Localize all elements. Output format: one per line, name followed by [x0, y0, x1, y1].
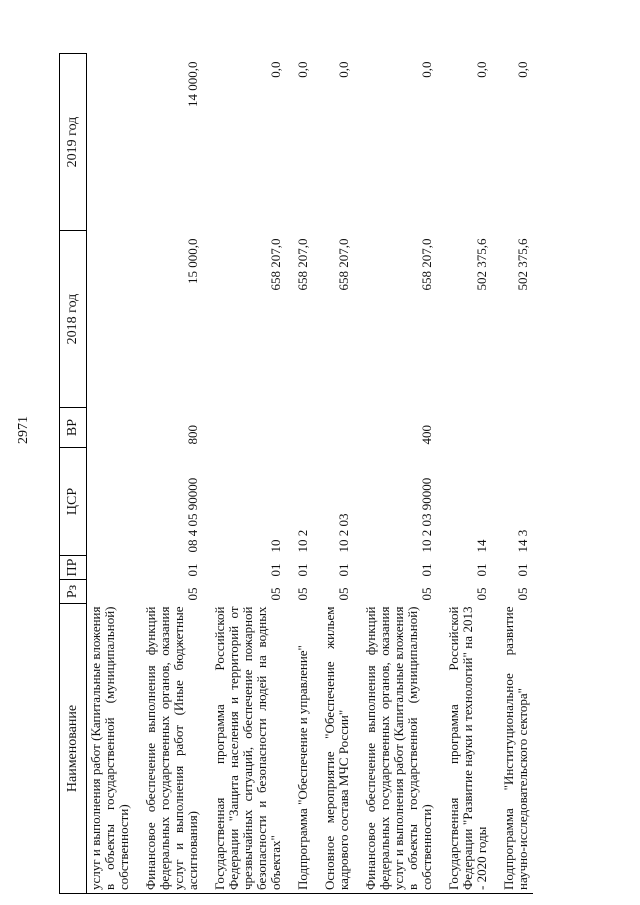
- row-2019: 0,0: [474, 61, 489, 78]
- row-pr: 01: [185, 563, 200, 577]
- page-number: 2971: [16, 416, 31, 444]
- budget-table-sheet: [59, 54, 607, 894]
- row-csr: 14 3: [515, 529, 530, 553]
- row-pr: 01: [336, 563, 351, 577]
- table-row: [286, 54, 313, 894]
- row-csr: 10 2 03: [336, 513, 351, 553]
- row-vr: [437, 408, 492, 448]
- row-2018: [87, 231, 135, 408]
- row-vr: [286, 408, 313, 448]
- table-header-row: [60, 54, 87, 894]
- row-pr: [87, 556, 135, 580]
- header-csr: ЦСР: [60, 448, 87, 556]
- row-rz: 05: [474, 587, 489, 601]
- row-name: Финансовое обеспечение выполнения функций федеральных государственных органов, оказания услуг и выполнения работ (Капитальные вложения в объекты государственной (муниципальной) собственности): [354, 604, 437, 894]
- row-2018: 15 000,0: [185, 238, 200, 284]
- row-csr: [87, 448, 135, 556]
- row-2018: 502 375,6: [515, 238, 530, 291]
- row-rz: [87, 580, 135, 604]
- row-name: Государственная программа Российской Федерации "Защита населения и территорий от чрезвычайных ситуаций, обеспечение пожарной безопасности и безопасности людей на водных объектах": [203, 604, 286, 894]
- header-rz: Рз: [60, 580, 87, 604]
- row-vr: 400: [419, 425, 434, 445]
- row-csr: 10: [268, 539, 283, 553]
- row-csr: 10 2 03 90000: [419, 477, 434, 553]
- row-rz: 05: [419, 587, 434, 601]
- row-pr: 01: [268, 563, 283, 577]
- row-pr: 01: [295, 563, 310, 577]
- header-vr: ВР: [60, 408, 87, 448]
- header-name: Наименование: [60, 604, 87, 894]
- row-2018: 658 207,0: [336, 238, 351, 291]
- row-2019: 14 000,0: [185, 61, 200, 107]
- row-2018: 658 207,0: [268, 238, 283, 291]
- row-pr: 01: [419, 563, 434, 577]
- table-row: [134, 54, 203, 894]
- row-pr: 01: [474, 563, 489, 577]
- row-2019: 0,0: [295, 61, 310, 78]
- row-vr: 800: [185, 425, 200, 445]
- row-rz: 05: [336, 587, 351, 601]
- row-rz: 05: [185, 587, 200, 601]
- row-pr: 01: [515, 563, 530, 577]
- table-row: [87, 54, 135, 894]
- table-row: [203, 54, 286, 894]
- row-2018: 658 207,0: [419, 238, 434, 291]
- row-2019: 0,0: [268, 61, 283, 78]
- row-name: услуг и выполнения работ (Капитальные вложения в объекты государственной (муниципальной) собственности): [87, 604, 135, 894]
- row-2018: 658 207,0: [295, 238, 310, 291]
- table-row: [313, 54, 354, 894]
- row-name: Финансовое обеспечение выполнения функций федеральных государственных органов, оказания услуг и выполнения работ (Иные бюджетные ассигнования): [134, 604, 203, 894]
- header-2018: 2018 год: [60, 231, 87, 408]
- table-row: [437, 54, 492, 894]
- row-rz: 05: [268, 587, 283, 601]
- row-name: Подпрограмма "Институциональное развитие научно-исследовательского сектора": [492, 604, 533, 894]
- row-csr: 10 2: [295, 529, 310, 553]
- row-2019: 0,0: [515, 61, 530, 78]
- row-csr: 08 4 05 90000: [185, 477, 200, 553]
- row-2019: 0,0: [419, 61, 434, 78]
- row-vr: [203, 408, 286, 448]
- row-name: Основное мероприятие "Обеспечение жильем кадрового состава МЧС России": [313, 604, 354, 894]
- row-2018: 502 375,6: [474, 238, 489, 291]
- row-csr: 14: [474, 539, 489, 553]
- budget-table: [59, 53, 533, 894]
- row-rz: 05: [515, 587, 530, 601]
- row-name: Подпрограмма "Обеспечение и управление": [286, 604, 313, 894]
- row-rz: 05: [295, 587, 310, 601]
- row-2019: [87, 54, 135, 231]
- row-2019: 0,0: [336, 61, 351, 78]
- row-vr: [313, 408, 354, 448]
- header-pr: ПР: [60, 556, 87, 580]
- row-vr: [492, 408, 533, 448]
- header-2019: 2019 год: [60, 54, 87, 231]
- table-row: [354, 54, 437, 894]
- table-row: [492, 54, 533, 894]
- row-vr: [87, 408, 135, 448]
- row-name: Государственная программа Российской Федерации "Развитие науки и технологий" на 2013 - 2020 годы: [437, 604, 492, 894]
